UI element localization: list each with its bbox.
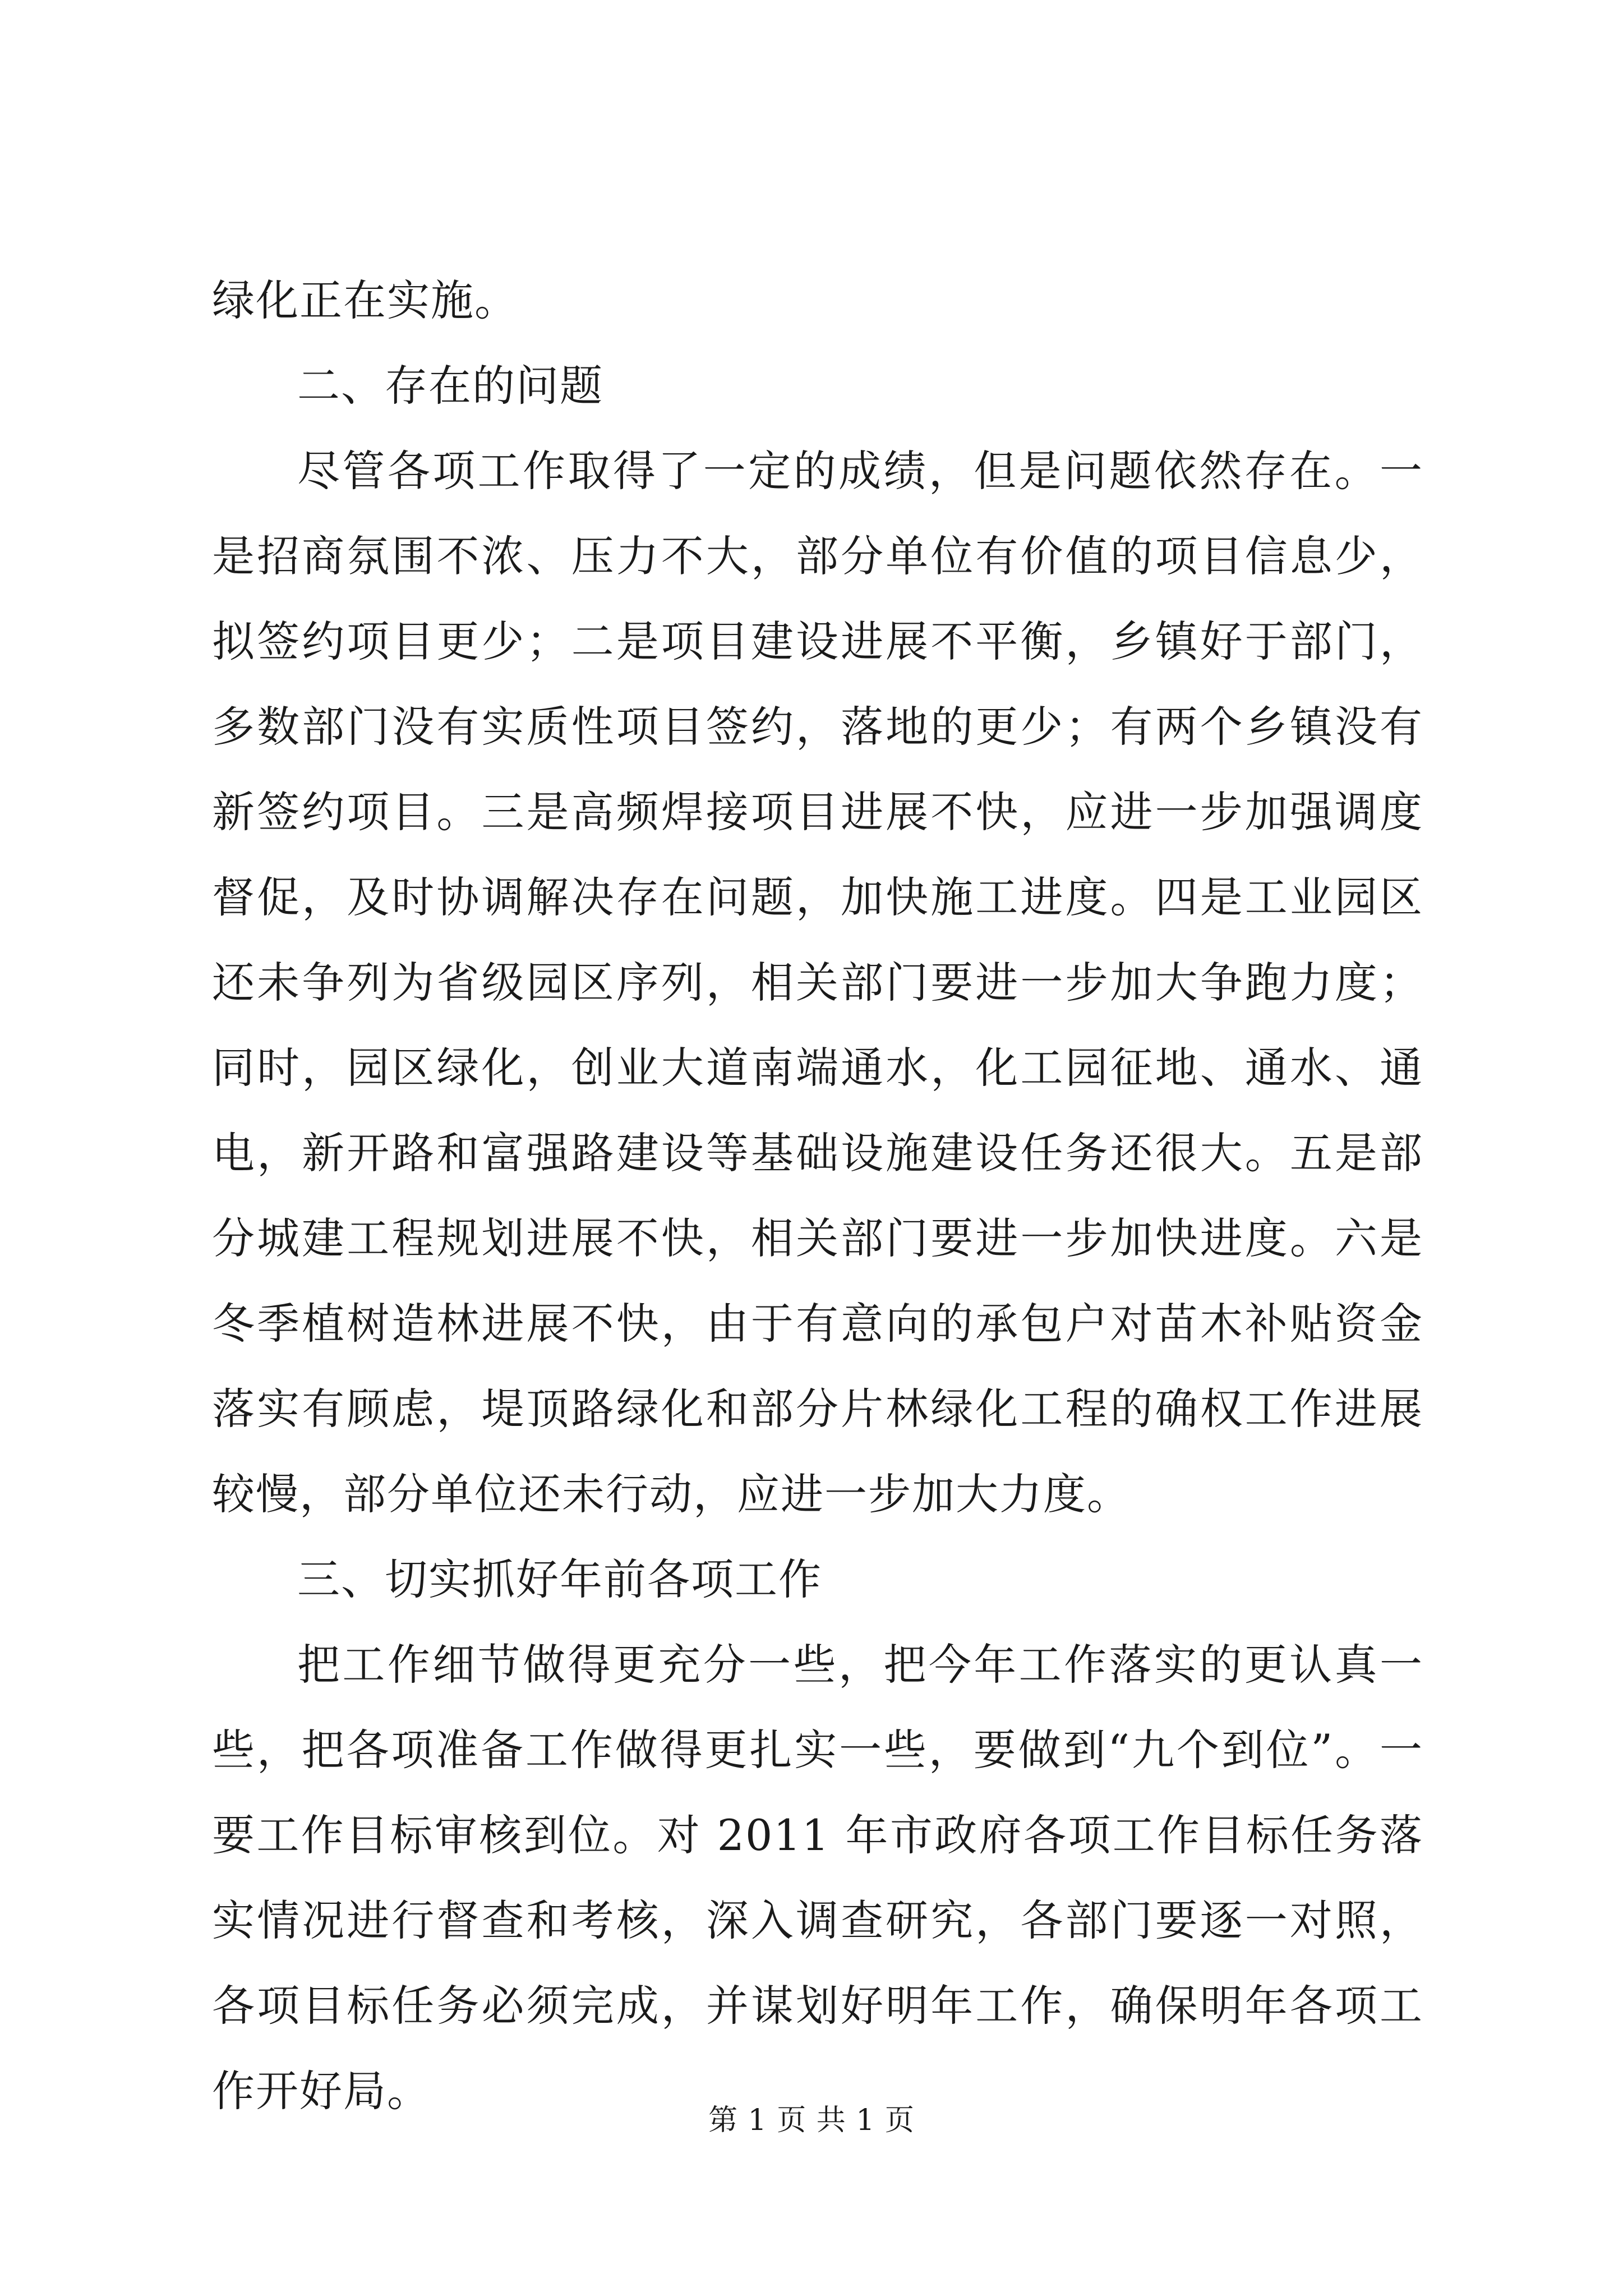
paragraph-problems: 尽管各项工作取得了一定的成绩，但是问题依然存在。一是招商氛围不浓、压力不大，部分单位有价值的项目信息少，拟签约项目更少；二是项目建设进展不平衡，乡镇好于部门，多数部门没有实质性项目签约，落地的更少；有两个乡镇没有新签约项目。三是高频焊接项目进展不快，应进一步加强调度督促，及时协调解决存在问题，加快施工进度。四是工业园区还未争列为省级园区序列，相关部门要进一步加大争跑力度；同时，园区绿化，创业大道南端通水，化工园征地、通水、通电，新开路和富强路建设等基础设施建设任务还很大。五是部分城建工程规划进展不快，相关部门要进一步加快进度。六是冬季植树造林进展不快，由于有意向的承包户对苗木补贴资金落实有顾虑，堤顶路绿化和部分片林绿化工程的确权工作进展较慢，部分单位还未行动，应进一步加大力度。 xyxy=(212,446,1423,1519)
document-body xyxy=(212,258,1423,2134)
section-heading-year-end-work: 三、切实抓好年前各项工作 xyxy=(297,1554,822,1604)
paragraph-year-end-work: 把工作细节做得更充分一些，把今年工作落实的更认真一些，把各项准备工作做得更扎实一些，要做到“九个到位”。一要工作目标审核到位。对 2011 年市政府各项工作目标任务落实情况进行督查和考核，深入调查研究，各部门要逐一对照，各项目标任务必须完成，并谋划好明年工作，确保明年各项工作开好局。 xyxy=(212,1640,1423,2116)
page-footer: 第 1 页 共 1 页 xyxy=(708,2104,915,2137)
paragraph-continuation: 绿化正在实施。 xyxy=(212,275,518,325)
section-heading-problems: 二、存在的问题 xyxy=(297,361,603,411)
